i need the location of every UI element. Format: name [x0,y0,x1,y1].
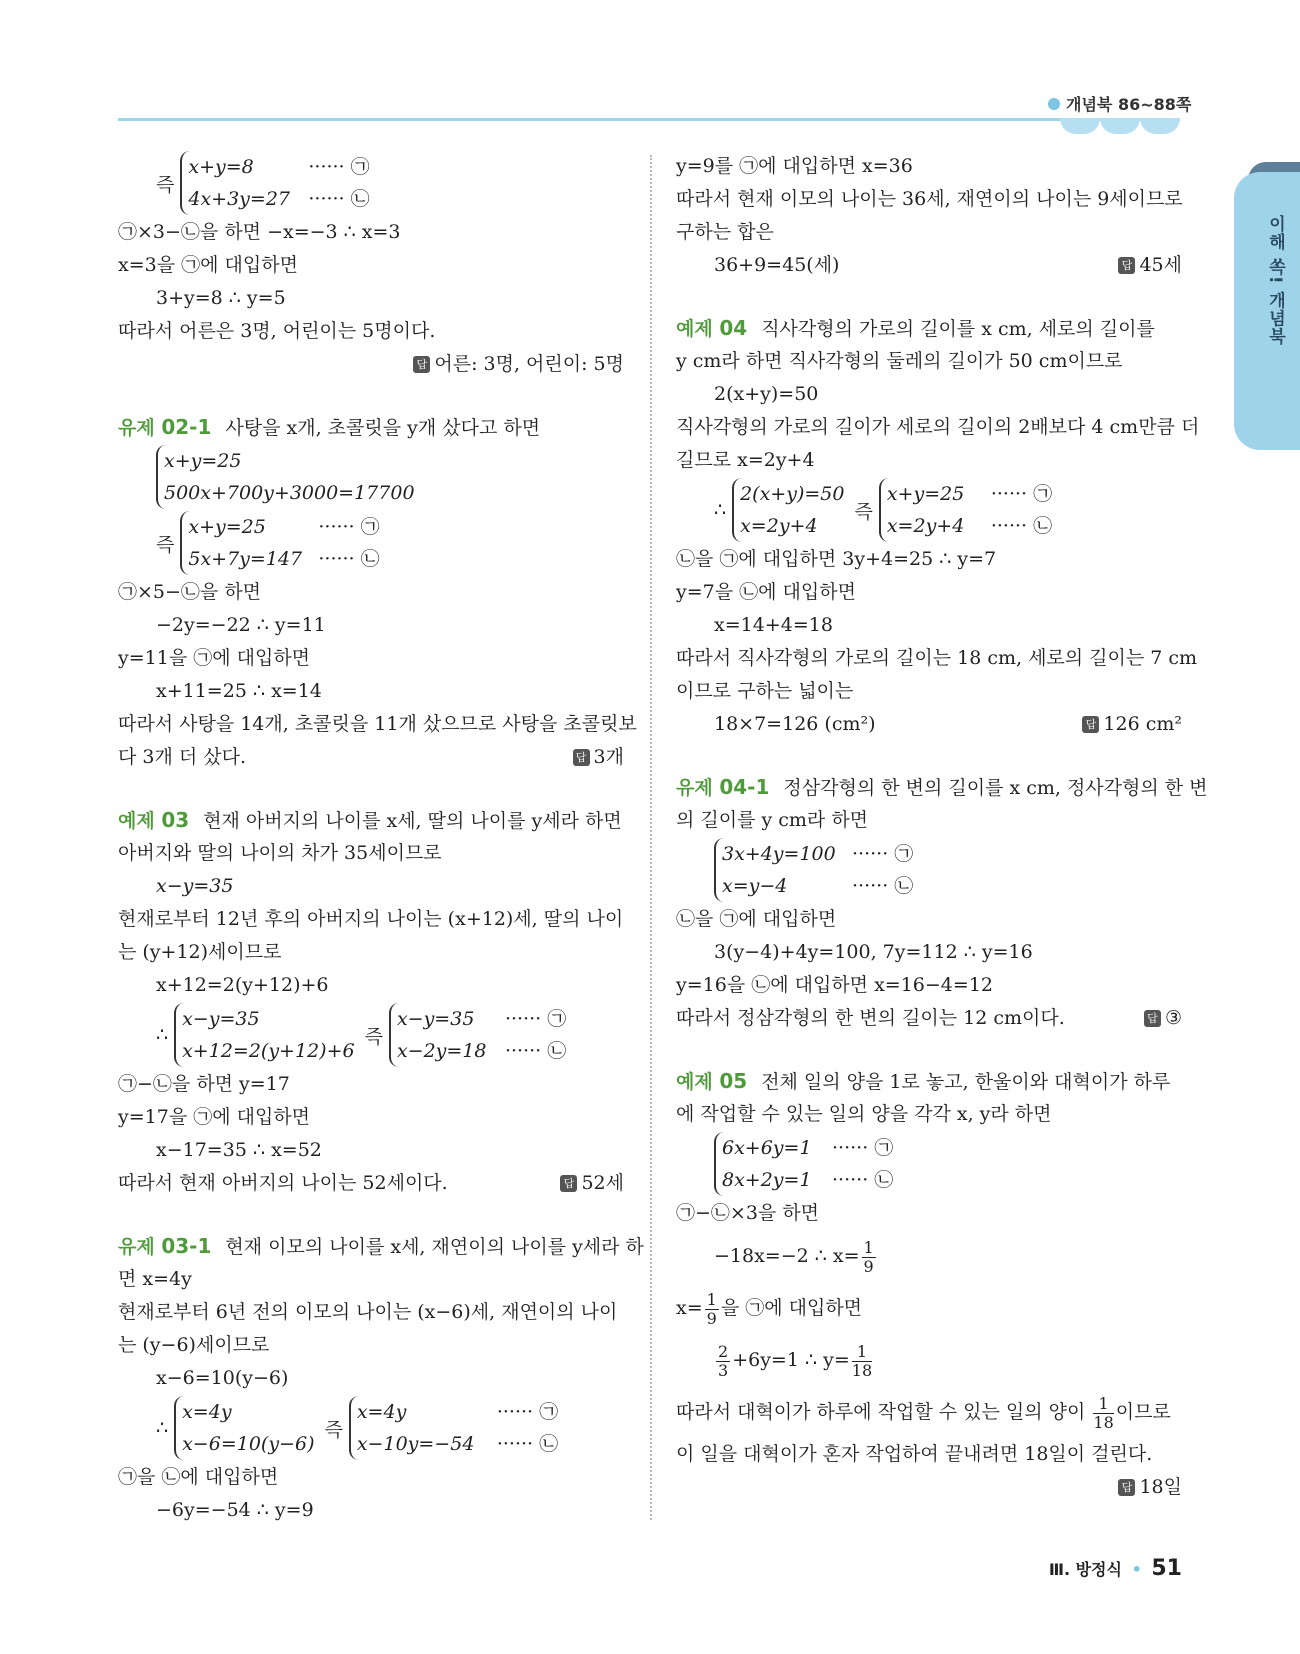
solution-line: 3+y=8 ∴ y=5 [156,287,286,309]
prefix-text: 즉 [854,500,873,523]
answer-text: 45세 [1139,254,1182,276]
denominator: 9 [863,1256,874,1276]
numerator: 2 [718,1341,729,1361]
fraction [1093,1395,1113,1432]
brace-system [389,1003,566,1067]
numerator: 1 [1093,1395,1113,1414]
equation: x+12=2(y+12)+6 [182,1040,355,1062]
problem-label [676,1071,747,1093]
section-reference-text: 개념북 86~88쪽 [1066,95,1192,114]
problem-number: 03-1 [161,1234,212,1258]
answer [560,1167,624,1200]
problem-label [676,777,769,799]
equation-system [676,837,1182,903]
solution-line: 직사각형의 가로의 길이가 세로의 길이의 2배보다 4 cm만큼 더 [676,416,1200,438]
equation: x−2y=18 [396,1040,487,1062]
solution-line: y=11을 ㉠에 대입하면 [118,647,311,669]
chapter-title: Ⅲ. 방정식 [1048,1560,1122,1579]
equation-mark: ······ ㉠ [318,516,380,538]
equation: x−6=10(y−6) [182,1433,315,1455]
brace-system [174,1396,314,1460]
solution-line: 2(x+y)=50 [714,383,819,405]
equation: 4x+3y=27 [188,188,291,210]
solution-line: 따라서 현재 이모의 나이는 36세, 재연이의 나이는 9세이므로 [676,188,1183,210]
problem-text: 전체 일의 양을 1로 놓고, 한울이와 대혁이가 하루 [761,1071,1171,1093]
solution-text: x= [676,1297,703,1319]
answer-line [118,348,624,381]
problem-text: 정삼각형의 한 변의 길이를 x cm, 정사각형의 한 변 [783,777,1208,799]
brace-system [349,1396,558,1460]
problem-heading [676,312,1182,345]
answer-badge: 답 [1082,716,1099,733]
problem-heading [676,1065,1182,1098]
equation: x=4y [356,1401,407,1423]
solution-line [676,708,1182,741]
answer-badge: 답 [573,749,590,766]
equation-mark: ······ ㉡ [308,188,370,210]
problem-tag: 예제 [118,810,155,832]
solution-line: x+12=2(y+12)+6 [156,974,329,996]
equation: x−10y=−54 [356,1433,475,1455]
problem-number: 04-1 [719,775,770,799]
equation: 500x+700y+3000=17700 [164,482,415,504]
problem-heading [118,411,624,444]
equation-system [676,1131,1182,1197]
solution-line: x−y=35 [156,875,234,897]
solution-text: −18x=−2 ∴ x= [714,1245,860,1267]
solution-text: 36+9=45(세) [714,254,840,276]
solution-line: x=3을 ㉠에 대입하면 [118,254,298,276]
solution-line: ㉠−㉡을 하면 y=17 [118,1073,290,1095]
solution-line: −2y=−22 ∴ y=11 [156,614,326,636]
page-footer [1049,1556,1182,1581]
header-scallop [1060,118,1100,134]
solution-line: x=14+4=18 [714,614,833,636]
solution-line [676,1230,1182,1282]
solution-line: 에 작업할 수 있는 일의 양을 각각 x, y라 하면 [676,1103,1052,1125]
problem-label [118,417,211,439]
equation-mark: ······ ㉡ [496,1433,559,1455]
equation: 6x+6y=1 [722,1137,812,1159]
solution-line: 따라서 어른은 3명, 어린이는 5명이다. [118,320,436,342]
problem-label [676,318,747,340]
solution-line: 는 (y−6)세이므로 [118,1334,270,1356]
solution-line [676,1282,1182,1334]
prefix-text: 즉 [324,1418,343,1441]
left-column [118,150,644,1527]
solution-line: 면 x=4y [118,1268,192,1290]
therefore-symbol: ∴ [714,499,727,521]
equation-mark: ······ ㉠ [496,1401,559,1423]
denominator: 18 [1093,1412,1114,1432]
solution-line: −6y=−54 ∴ y=9 [156,1499,314,1521]
solution-line [118,1167,624,1200]
problem-tag: 유제 [118,1236,155,1258]
equation-mark: ······ ㉠ [504,1008,567,1030]
solution-line: ㉡을 ㉠에 대입하면 3y+4=25 ∴ y=7 [676,548,997,570]
solution-line: 이 일을 대혁이가 혼자 작업하여 끝내려면 18일이 걸린다. [676,1443,1153,1465]
equation-system [118,1002,624,1068]
solution-line: x+11=25 ∴ x=14 [156,680,322,702]
prefix-text: 즉 [156,173,175,196]
answer-text: 126 cm² [1103,713,1182,735]
equation: 8x+2y=1 [722,1169,812,1191]
brace-system [180,151,369,215]
equation: x=y−4 [722,875,788,897]
solution-line [118,741,624,774]
solution-text: 따라서 대혁이가 하루에 작업할 수 있는 일의 양이 [676,1401,1092,1423]
equation-mark: ······ ㉡ [990,515,1053,537]
header-scallop [1140,118,1180,134]
equation-mark: ······ ㉡ [504,1040,567,1062]
answer-text: 18일 [1139,1476,1182,1498]
solution-line: ㉠을 ㉡에 대입하면 [118,1466,279,1488]
therefore-symbol: ∴ [156,1024,169,1046]
equation-mark: ······ ㉠ [832,1137,894,1159]
header-scallop [1100,118,1140,134]
solution-line: ㉠−㉡×3을 하면 [676,1202,820,1224]
equation: 2(x+y)=50 [740,483,845,505]
solution-text: 이므로 [1115,1401,1171,1423]
solution-line: y=9를 ㉠에 대입하면 x=36 [676,155,913,177]
fraction [852,1343,872,1380]
problem-text: 직사각형의 가로의 길이를 x cm, 세로의 길이를 [761,318,1155,340]
solution-line: x−17=35 ∴ x=52 [156,1139,322,1161]
solution-line: y=16을 ㉡에 대입하면 x=16−4=12 [676,974,993,996]
side-tab-label: 이해 쏙! 개념북 [1265,215,1285,346]
solution-line: ㉡을 ㉠에 대입하면 [676,908,837,930]
equation: x=2y+4 [886,515,965,537]
solution-text: 따라서 정삼각형의 한 변의 길이는 12 cm이다. [676,1007,1065,1029]
answer [1118,249,1182,282]
equation: x=4y [182,1401,232,1423]
problem-number: 03 [161,808,190,832]
solution-line: 구하는 합은 [676,221,774,243]
problem-heading [118,804,624,837]
equation-system [118,1395,624,1461]
equation-system [118,150,624,216]
denominator: 3 [718,1360,729,1380]
problem-heading [118,1230,644,1263]
solution-line: x−6=10(y−6) [156,1367,289,1389]
equation-mark: ······ ㉡ [832,1169,894,1191]
equation: x=2y+4 [740,515,818,537]
bullet-dot-icon [1048,98,1060,110]
answer-text: 어른: 3명, 어린이: 5명 [434,353,624,375]
fraction [705,1291,719,1328]
column-divider [650,155,652,1520]
solution-line: y cm라 하면 직사각형의 둘레의 길이가 50 cm이므로 [676,350,1123,372]
problem-text: 사탕을 x개, 초콜릿을 y개 샀다고 하면 [225,417,541,439]
equation-system [118,444,624,510]
numerator: 1 [706,1289,717,1309]
equation: x+y=8 [188,156,254,178]
solution-text: 따라서 현재 아버지의 나이는 52세이다. [118,1172,448,1194]
brace-system [180,511,379,575]
solution-line: 현재로부터 12년 후의 아버지의 나이는 (x+12)세, 딸의 나이 [118,908,624,930]
equation-mark: ······ ㉡ [318,548,380,570]
equation: x+y=25 [164,450,242,472]
solution-line: 아버지와 딸의 나이의 차가 35세이므로 [118,842,442,864]
solution-line: 길므로 x=2y+4 [676,449,815,471]
equation: x+y=25 [886,483,965,505]
problem-label [118,810,189,832]
denominator: 9 [706,1308,717,1328]
problem-tag: 유제 [676,777,713,799]
answer-text: 52세 [581,1172,624,1194]
answer [1082,708,1182,741]
numerator: 1 [852,1343,872,1362]
denominator: 18 [851,1360,873,1380]
equation: 3x+4y=100 [722,843,836,865]
answer-badge: 답 [413,356,430,373]
solution-line: ㉠×3−㉡을 하면 −x=−3 ∴ x=3 [118,221,401,243]
fraction [716,1343,730,1380]
problem-tag: 예제 [676,1071,713,1093]
problem-tag: 유제 [118,417,155,439]
problem-label [118,1236,211,1258]
solution-line: 따라서 직사각형의 가로의 길이는 18 cm, 세로의 길이는 7 cm [676,647,1198,669]
solution-line: 따라서 사탕을 14개, 초콜릿을 11개 샀으므로 사탕을 초콜릿보 [118,713,637,735]
solution-line: 현재로부터 6년 전의 이모의 나이는 (x−6)세, 재연이의 나이 [118,1301,618,1323]
solution-line: 의 길이를 y cm라 하면 [676,809,869,831]
solution-line: y=17을 ㉠에 대입하면 [118,1106,311,1128]
brace-system [174,1003,354,1067]
fraction [862,1239,876,1276]
solution-line: ㉠×5−㉡을 하면 [118,581,262,603]
page-number: 51 [1151,1556,1182,1581]
equation-mark: ······ ㉠ [308,156,370,178]
answer-badge: 답 [560,1175,577,1192]
numerator: 1 [863,1237,874,1257]
solution-line [676,1002,1182,1035]
equation-mark: ······ ㉡ [852,875,914,897]
prefix-text: 즉 [364,1025,383,1048]
right-column [676,150,1208,1504]
solution-line [676,1334,1182,1386]
solution-line [676,1386,1182,1438]
equation: 5x+7y=147 [188,548,303,570]
answer-badge: 답 [1118,1479,1135,1496]
solution-line: y=7을 ㉡에 대입하면 [676,581,856,603]
answer-badge: 답 [1144,1010,1161,1027]
brace-system [156,445,415,509]
answer-text: 3개 [593,746,624,768]
solution-line: 3(y−4)+4y=100, 7y=112 ∴ y=16 [714,941,1033,963]
equation: x+y=25 [188,516,266,538]
equation-mark: ······ ㉠ [852,843,914,865]
answer-badge: 답 [1118,257,1135,274]
equation-mark: ······ ㉠ [990,483,1053,505]
brace-system [879,478,1052,542]
problem-tag: 예제 [676,318,713,340]
therefore-symbol: ∴ [156,1417,169,1439]
problem-number: 02-1 [161,415,212,439]
equation: x−y=35 [182,1008,260,1030]
solution-text: 18×7=126 (cm²) [714,713,876,735]
problem-heading [676,771,1208,804]
problem-text: 현재 아버지의 나이를 x세, 딸의 나이를 y세라 하면 [203,810,622,832]
header-rule [118,118,1180,121]
solution-text: +6y=1 ∴ y= [732,1349,850,1371]
solution-text: 을 ㉠에 대입하면 [720,1297,863,1319]
solution-line [676,249,1182,282]
answer [1144,1002,1182,1035]
brace-system [714,1132,893,1196]
solution-line: 이므로 구하는 넓이는 [676,680,854,702]
solution-line: 는 (y+12)세이므로 [118,941,282,963]
answer-line [676,1471,1182,1504]
problem-number: 04 [719,316,748,340]
brace-system [714,838,913,902]
brace-system [732,478,844,542]
equation-system [118,510,624,576]
problem-text: 현재 이모의 나이를 x세, 재연이의 나이를 y세라 하 [225,1236,644,1258]
problem-number: 05 [719,1069,748,1093]
prefix-text: 즉 [156,533,175,556]
equation: x−y=35 [396,1008,475,1030]
answer-text: ③ [1164,1007,1182,1029]
answer [573,741,624,774]
section-reference [1048,92,1191,115]
solution-text: 다 3개 더 샀다. [118,746,247,768]
equation-system [676,477,1182,543]
footer-bullet: • [1131,1560,1142,1579]
